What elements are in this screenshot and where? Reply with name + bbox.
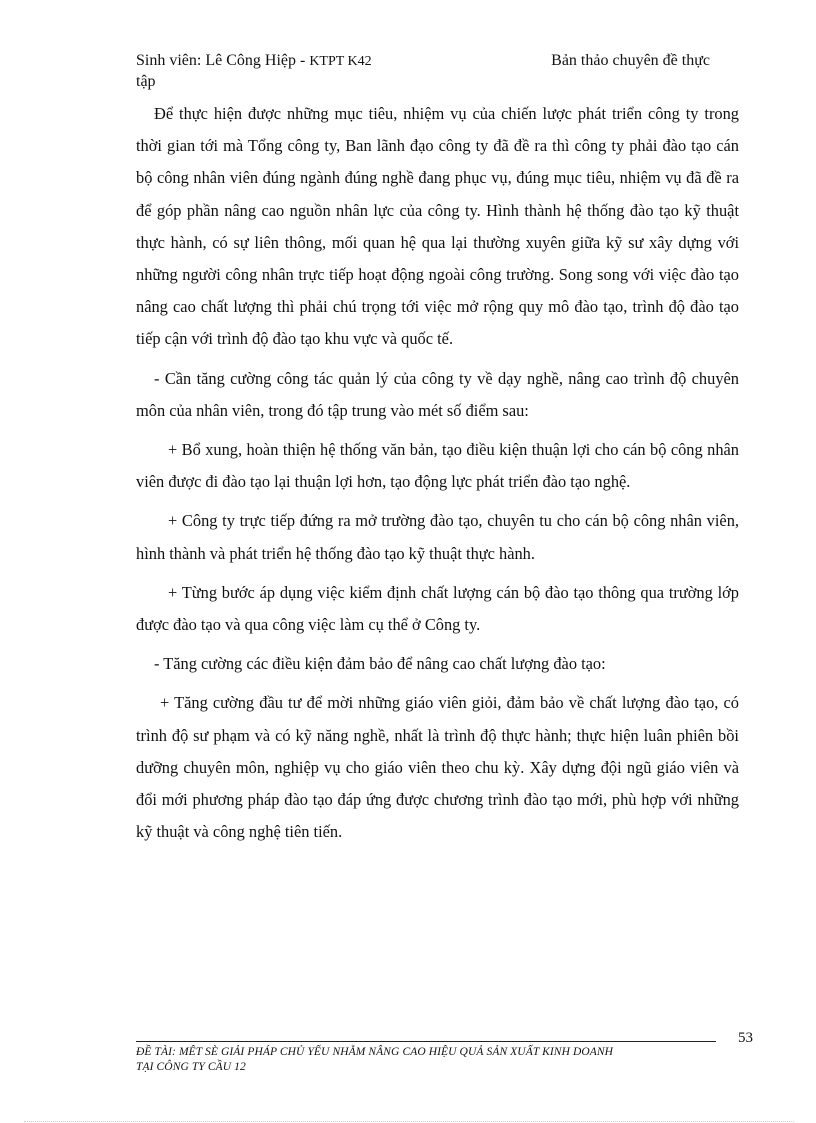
header-row [136,50,726,73]
page-bottom-edge [24,1121,794,1122]
paragraph: - Cần tăng cường công tác quản lý của công ty về dạy nghề, nâng cao trình độ chuyên môn của nhân viên, trong đó tập trung vào mét số điểm sau: [136,368,739,420]
footer-line: ĐỀ TÀI: MÊT SÈ GIẢI PHÁP CHỦ YẾU NHẰM NÂNG CAO HIỆU QUẢ SẢN XUẤT KINH DOANH [136,1046,614,1058]
header-title-wrap: tập [136,73,156,90]
paragraph: + Từng bước áp dụng việc kiểm định chất lượng cán bộ đào tạo thông qua trường lớp được đào tạo và qua công việc làm cụ thể ở Công ty. [136,582,739,635]
paragraph: + Công ty trực tiếp đứng ra mở trường đào tạo, chuyên tu cho cán bộ công nhân viên, hình thành và phát triển hệ thống đào tạo kỹ thuật thực hành. [136,511,739,563]
document-body [136,98,739,848]
header-title: Bản thảo chuyên đề thực [551,52,710,69]
page-header [136,50,726,93]
paragraph: - Tăng cường các điều kiện đảm bảo để nâng cao chất lượng đào tạo: [154,654,606,674]
paragraph: + Bổ xung, hoàn thiện hệ thống văn bản, tạo điều kiện thuận lợi cho cán bộ công nhân viên được đi đào tạo lại thuận lợi hơn, tạo động lực phát triển đào tạo nghệ. [136,440,739,492]
footer-divider [136,1041,716,1042]
header-student-block [136,50,372,73]
paragraph: Để thực hiện được những mục tiêu, nhiệm vụ của chiến lược phát triển công ty trong thời gian tới mà Tổng công ty, Ban lãnh đạo công ty đã đề ra thì công ty phải đào tạo cán bộ công nhân viên đúng ngành đúng nghề đang phục vụ, đúng mục tiêu, nhiệm vụ đã đề ra để góp phần nâng cao nguồn nhân lực của công ty. Hình thành hệ thống đào tạo kỹ thuật thực hành, có sự liên thông, mối quan hệ qua lại thường xuyên giữa kỹ sư xây dựng với những người công nhân trực tiếp hoạt động ngoài công trường. Song song với việc đào tạo nâng cao chất lượng thì phải chú trọng tới việc mở rộng quy mô đào tạo, trình độ đào tạo tiếp cận với trình độ đào tạo khu vực và quốc tế. [136,104,739,349]
page-footer [136,1045,726,1075]
page-number: 53 [738,1030,753,1046]
paragraph: + Tăng cường đầu tư để mời những giáo viên giỏi, đảm bảo về chất lượng đào tạo, có trình độ sư phạm và có kỹ năng nghề, nhất là trình độ thực hành; thực hiện luân phiên bồi dưỡng chuyên môn, nghiệp vụ cho giáo viên theo chu kỳ. Xây dựng đội ngũ giáo viên và đổi mới phương pháp đào tạo đáp ứng được chương trình đào tạo mới, phù hợp với những kỹ thuật và công nghệ tiên tiến. [136,693,739,842]
header-class: KTPT K42 [309,54,372,69]
header-student: Sinh viên: Lê Công Hiệp - [136,52,310,69]
footer-line: TẠI CÔNG TY CẦU 12 [136,1061,246,1073]
